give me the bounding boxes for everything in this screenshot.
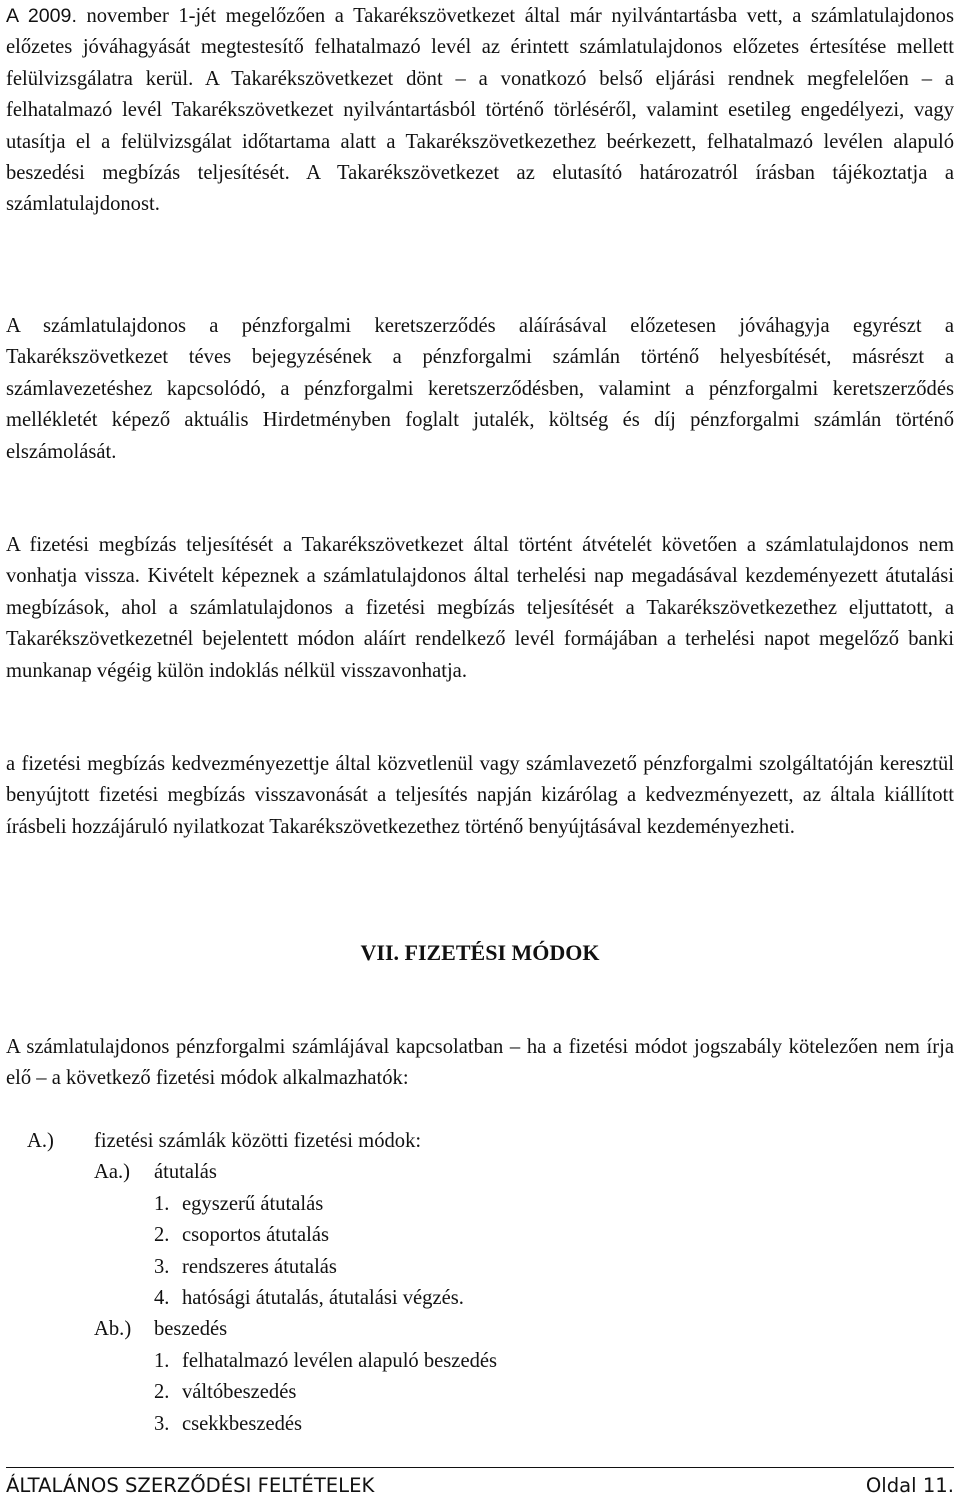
list-label: Aa.) xyxy=(94,1161,131,1184)
list-item xyxy=(6,1189,954,1220)
list-number: 3. xyxy=(154,1412,170,1435)
list-text: váltóbeszedés xyxy=(182,1381,297,1404)
list-item xyxy=(6,1220,954,1251)
list-number: 1. xyxy=(154,1349,170,1372)
paragraph-review-of-authorizations xyxy=(6,1,954,221)
list-text: csoportos átutalás xyxy=(182,1224,329,1247)
list-item xyxy=(6,1157,954,1188)
paragraph-lead-text: A 2009. xyxy=(6,5,77,27)
list-text: átutalás xyxy=(154,1161,217,1184)
list-item xyxy=(6,1314,954,1345)
list-text: felhatalmazó levélen alapuló beszedés xyxy=(182,1349,498,1372)
list-item xyxy=(6,1377,954,1408)
list-number: 4. xyxy=(154,1286,170,1309)
paragraph-payment-methods-intro: A számlatulajdonos pénzforgalmi számlájával kapcsolatban – ha a fizetési módot jogszabály kötelezően nem írja elő – a következő fizetési módok alkalmazhatók: xyxy=(6,1036,954,1090)
list-text: csekkbeszedés xyxy=(182,1412,303,1435)
list-text: egyszerű átutalás xyxy=(182,1192,324,1215)
document-page xyxy=(6,0,954,1503)
list-text: beszedés xyxy=(154,1318,228,1341)
paragraph-account-holder-consent: A számlatulajdonos a pénzforgalmi keretszerződés aláírásával előzetesen jóváhagyja egyrészt a Takarékszövetkezet téves bejegyzésének a pénzforgalmi számlán történő helyesbítését, másrészt a számlavezetéshez kapcsolódó, a pénzforgalmi keretszerződésben, valamint a pénzforgalmi keretszerződés mellékletét képező aktuális Hirdetményben foglalt jutalék, költség és díj pénzforgalmi számlán történő elszámolását. xyxy=(6,315,954,463)
list-number: 3. xyxy=(154,1255,170,1278)
payment-methods-list xyxy=(6,1126,954,1440)
paragraph-beneficiary-revocation: a fizetési megbízás kedvezményezettje által közvetlenül vagy számlavezető pénzforgalmi szolgáltatóján keresztül benyújtott fizetési megbízás visszavonását a teljesítés napján kizárólag a kedvezményezett, az általa kiállított írásbeli hozzájáruló nyilatkozat Takarékszövetkezethez történő benyújtásával kezdeményezheti. xyxy=(6,753,954,838)
list-number: 1. xyxy=(154,1192,170,1215)
footer-page-number: Oldal 11. xyxy=(865,1474,954,1497)
list-label: A.) xyxy=(27,1130,54,1152)
section-heading: VII. FIZETÉSI MÓDOK xyxy=(360,940,600,965)
list-item xyxy=(6,1283,954,1314)
list-text: rendszeres átutalás xyxy=(182,1255,337,1278)
list-item xyxy=(6,1346,954,1377)
list-text: fizetési számlák közötti fizetési módok: xyxy=(94,1130,422,1152)
paragraph-body-text: november 1-jét megelőzően a Takarékszövetkezet által már nyilvántartásba vett, a számlatulajdonos előzetes jóváhagyását megtestesítő felhatalmazó levél az érintett számlatulajdonos előzetes értesítése mellett felülvizsgálatra kerül. A Takarékszövetkezet dönt – a vonatkozó belső eljárási rendnek megfelelően – a felhatalmazó levél Takarékszövetkezet nyilvántartásból történő törléséről, valamint esetileg engedélyezi, vagy utasítja el a felülvizsgálat időtartama alatt a Takarékszövetkezethez beérkezett, felhatalmazó levélen alapuló beszedési megbízás teljesítését. A Takarékszövetkezet az elutasító határozatról írásban tájékoztatja a számlatulajdonost. xyxy=(6,5,954,216)
list-number: 2. xyxy=(154,1381,170,1404)
list-label: Ab.) xyxy=(94,1318,132,1341)
paragraph-revocation-rules: A fizetési megbízás teljesítését a Takarékszövetkezet által történt átvételét követően a számlatulajdonos nem vonhatja vissza. Kivételt képeznek a számlatulajdonos által terhelési nap megadásával kezdeményezett átutalási megbízások, ahol a számlatulajdonos a fizetési megbízás teljesítését a Takarékszövetkezethez eljuttatott, a Takarékszövetkezetnél bejelentett módon aláírt rendelkező levél formájában a terhelési napot megelőző banki munkanap végéig külön indoklás nélkül visszavonhatja. xyxy=(6,534,954,682)
list-text: hatósági átutalás, átutalási végzés. xyxy=(182,1286,464,1309)
list-item xyxy=(6,1409,954,1440)
list-item xyxy=(6,1126,954,1157)
list-item xyxy=(6,1252,954,1283)
footer-divider xyxy=(6,1467,954,1468)
list-number: 2. xyxy=(154,1224,170,1247)
footer-title: ÁLTALÁNOS SZERZŐDÉSI FELTÉTELEK xyxy=(6,1474,375,1497)
